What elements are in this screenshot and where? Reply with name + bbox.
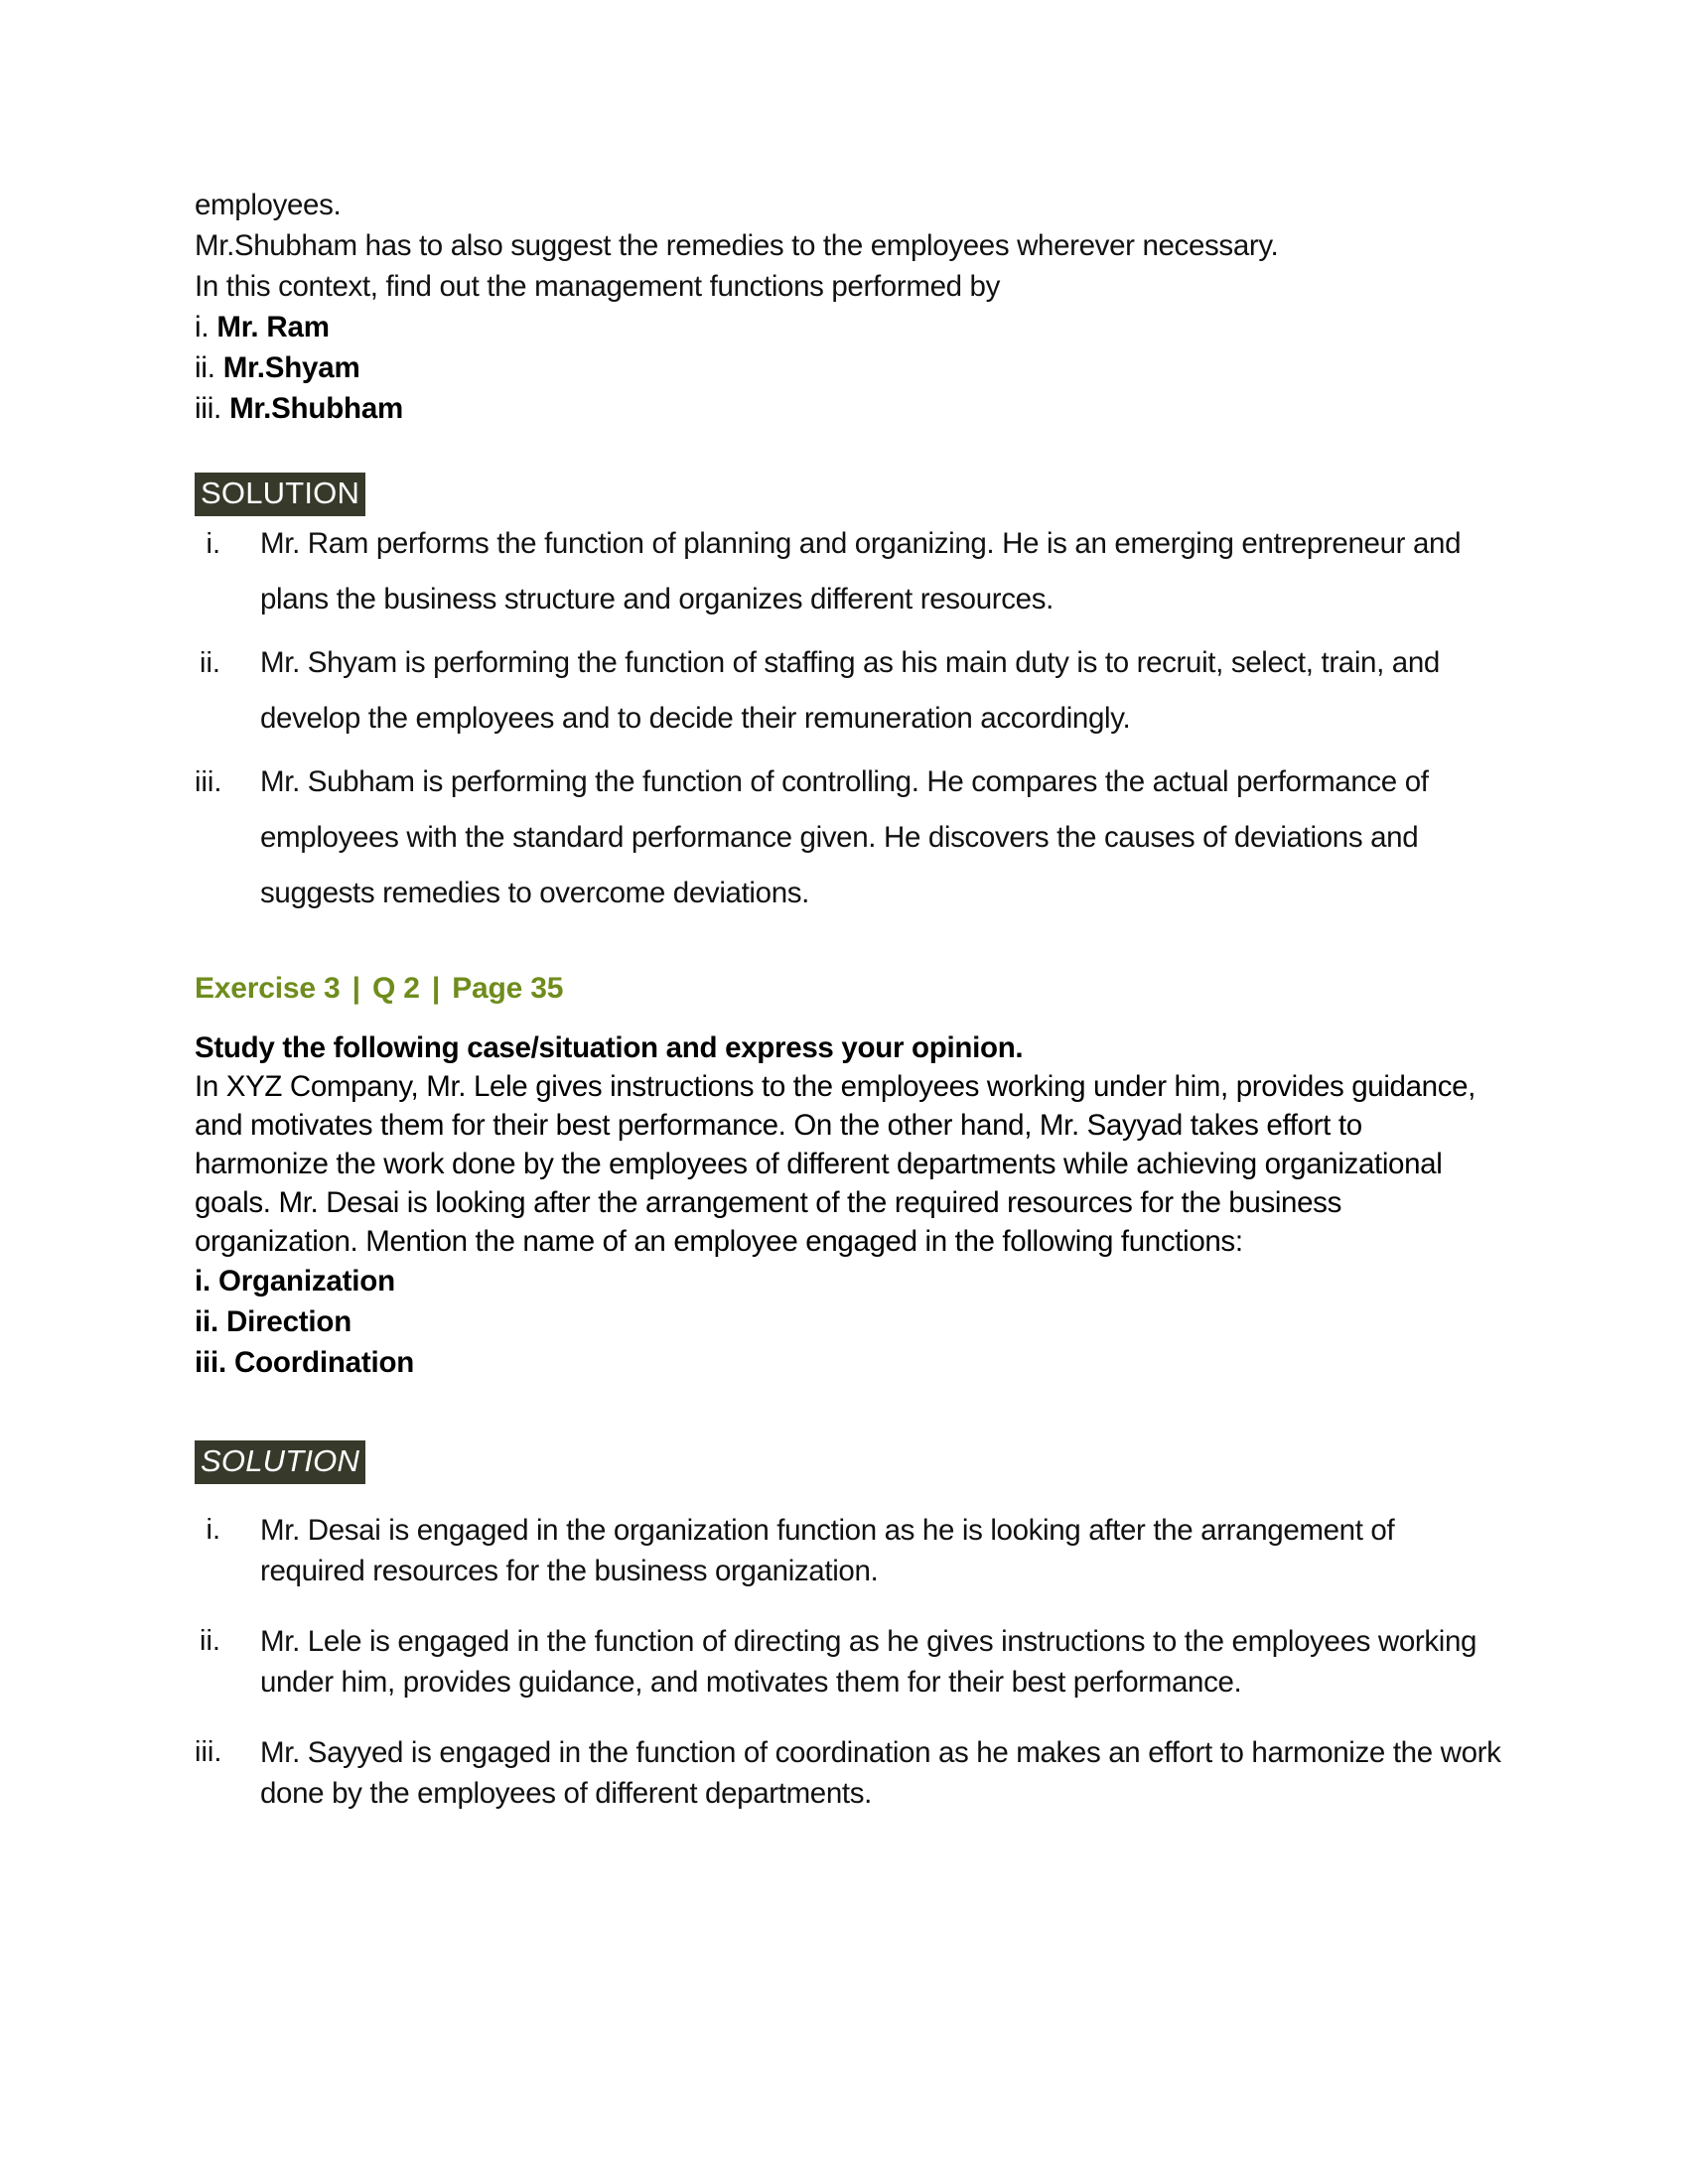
heading-separator-1: | — [352, 972, 360, 1005]
question-two-option-1-marker: i. — [195, 1265, 211, 1297]
question-two-option-1-label: Organization — [218, 1265, 395, 1297]
question-two-body: In XYZ Company, Mr. Lele gives instructions to the employees working under him, provides guidance, and motivates them for their best performance. On the other hand, Mr. Sayyad takes effort to harmonize the work done by the employees of different departments while achieving organizational goals. Mr. Desai is looking after the arrangement of the required resources for the business organization. Mention the name of an employee engaged in the following functions: — [195, 1070, 1477, 1258]
list-item-text: Mr. Ram performs the function of planning and organizing. He is an emerging entrepreneur and plans the business structure and organizes different resources. — [260, 527, 1462, 615]
intro-line-3: In this context, find out the management functions performed by — [195, 270, 1000, 303]
intro-option-2-marker: ii. — [195, 351, 215, 384]
list-item — [195, 516, 1505, 627]
intro-option-3 — [195, 388, 1505, 429]
intro-option-1-marker: i. — [195, 311, 210, 343]
list-item-marker: i. — [206, 1514, 220, 1546]
list-item-marker: i. — [206, 528, 220, 560]
list-item-text: Mr. Desai is engaged in the organization function as he is looking after the arrangement of required resources for the business organization. — [260, 1514, 1395, 1587]
solution-two-list — [195, 1510, 1505, 1814]
intro-line-1: employees. — [195, 189, 342, 221]
solution-label-2: SOLUTION — [195, 1440, 365, 1484]
solution-label-1-wrapper — [195, 473, 1505, 516]
solution-label-1: SOLUTION — [195, 473, 365, 516]
intro-line-2: Mr.Shubham has to also suggest the remedies to the employees wherever necessary. — [195, 229, 1279, 262]
list-item-marker: ii. — [200, 1625, 220, 1657]
exercise-number: Exercise 3 — [195, 972, 341, 1005]
intro-paragraph — [195, 185, 1505, 307]
question-number: Q 2 — [371, 972, 420, 1005]
question-two-prompt: Study the following case/situation and express your opinion. — [195, 1031, 1024, 1064]
list-item-text: Mr. Subham is performing the function of controlling. He compares the actual performance of employees with the standard performance given. He discovers the causes of deviations and suggests remedies to overcome deviations. — [260, 765, 1429, 909]
solution-label-2-wrapper — [195, 1440, 1505, 1484]
list-item-text: Mr. Sayyed is engaged in the function of coordination as he makes an effort to harmonize the work done by the employees of different departments. — [260, 1736, 1501, 1810]
intro-option-2 — [195, 347, 1505, 388]
question-two-option-2-label: Direction — [226, 1305, 352, 1338]
question-two-option-3-label: Coordination — [233, 1346, 415, 1379]
list-item — [195, 754, 1505, 921]
exercise-heading — [195, 971, 1505, 1007]
list-item-marker: ii. — [200, 647, 220, 679]
list-item — [195, 1732, 1505, 1814]
document-content — [195, 185, 1505, 1843]
intro-option-3-marker: iii. — [195, 392, 222, 425]
question-two-option-1 — [195, 1261, 1505, 1301]
heading-separator-2: | — [431, 972, 441, 1005]
intro-option-2-label: Mr.Shyam — [222, 351, 360, 384]
page-number: Page 35 — [452, 972, 564, 1005]
question-two-option-2-marker: ii. — [195, 1305, 218, 1338]
intro-option-3-label: Mr.Shubham — [229, 392, 404, 425]
list-item-marker: iii. — [195, 1736, 222, 1768]
question-two-option-3-marker: iii. — [195, 1346, 226, 1379]
question-two-option-3 — [195, 1342, 1505, 1383]
question-two-option-2 — [195, 1301, 1505, 1342]
list-item-text: Mr. Lele is engaged in the function of directing as he gives instructions to the employees working under him, provides guidance, and motivates them for their best performance. — [260, 1625, 1477, 1699]
list-item-marker: iii. — [195, 766, 222, 798]
solution-one-list — [195, 516, 1505, 921]
intro-option-1 — [195, 307, 1505, 347]
list-item — [195, 1510, 1505, 1591]
list-item — [195, 1621, 1505, 1703]
list-item — [195, 635, 1505, 747]
question-two-block — [195, 1028, 1505, 1383]
question-two-options — [195, 1261, 1505, 1383]
list-item-text: Mr. Shyam is performing the function of staffing as his main duty is to recruit, select, train, and develop the employees and to decide their remuneration accordingly. — [260, 646, 1440, 735]
intro-option-1-label: Mr. Ram — [216, 311, 330, 343]
